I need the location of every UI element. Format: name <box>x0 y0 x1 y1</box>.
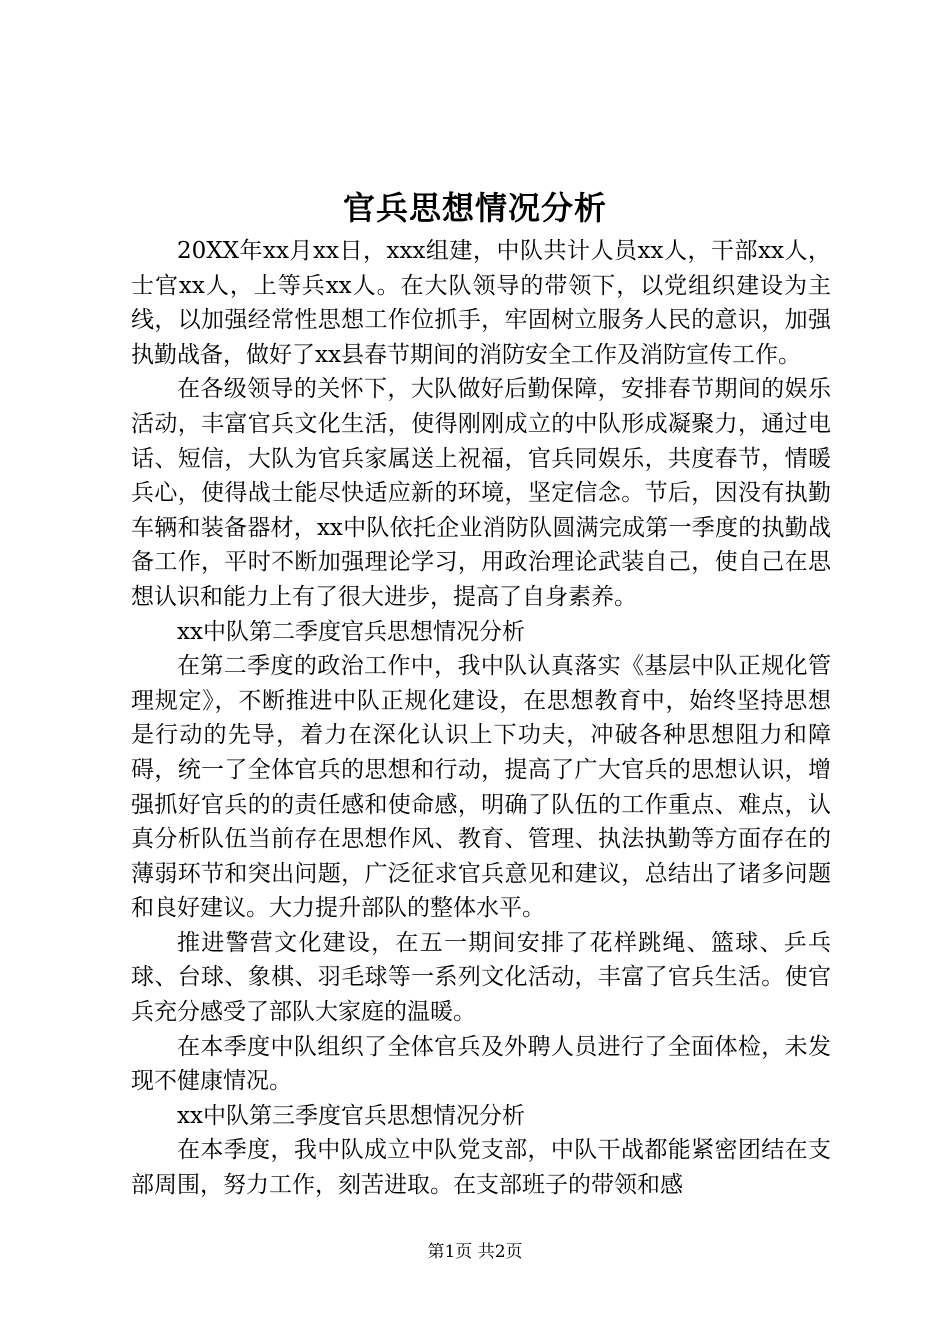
section-heading-third-quarter: xx中队第三季度官兵思想情况分析 <box>177 1102 525 1129</box>
page-footer: 第1页 共2页 <box>427 1242 523 1262</box>
paragraph-first-quarter: 在各级领导的关怀下，大队做好后勤保障，安排春节期间的娱乐活动，丰富官兵文化生活，使得刚刚成立的中队形成凝聚力，通过电话、短信，大队为官兵家属送上祝福，官兵同娱乐，共度春节，情暖兵心，使得战士能尽快适应新的环境，坚定信念。节后，因没有执勤车辆和装备器材，xx中队依托企业消防队圆满完成第一季度的执勤战备工作，平时不断加强理论学习，用政治理论武装自己，使自己在思想认识和能力上有了很大进步，提高了自身素养。 <box>131 376 831 610</box>
paragraph-second-quarter-politics: 在第二季度的政治工作中，我中队认真落实《基层中队正规化管理规定》，不断推进中队正规化建设，在思想教育中，始终坚持思想是行动的先导，着力在深化认识上下功夫，冲破各种思想阻力和障碍，统一了全体官兵的思想和行动，提高了广大官兵的思想认识，增强抓好官兵的的责任感和使命感，明确了队伍的工作重点、难点，认真分析队伍当前存在思想作风、教育、管理、执法执勤等方面存在的薄弱环节和突出问题，广泛征求官兵意见和建议，总结出了诸多问题和良好建议。大力提升部队的整体水平。 <box>131 653 831 922</box>
section-heading-second-quarter: xx中队第二季度官兵思想情况分析 <box>177 618 525 645</box>
document-title: 官兵思想情况分析 <box>342 189 607 227</box>
document-body <box>131 234 831 1203</box>
paragraph-culture-activities: 推进警营文化建设，在五一期间安排了花样跳绳、篮球、乒乓球、台球、象棋、羽毛球等一系列文化活动，丰富了官兵生活。使官兵充分感受了部队大家庭的温暖。 <box>131 929 831 1026</box>
paragraph-intro: 20XX年xx月xx日，xxx组建，中队共计人员xx人，干部xx人，士官xx人，上等兵xx人。在大队领导的带领下，以党组织建设为主线，以加强经常性思想工作位抓手，牢固树立服务人民的意识，加强执勤战备，做好了xx县春节期间的消防安全工作及消防宣传工作。 <box>131 238 831 368</box>
paragraph-health-check: 在本季度中队组织了全体官兵及外聘人员进行了全面体检，未发现不健康情况。 <box>131 1033 831 1095</box>
paragraph-third-quarter: 在本季度，我中队成立中队党支部，中队干战都能紧密团结在支部周围，努力工作，刻苦进取。在支部班子的带领和感 <box>131 1137 831 1199</box>
